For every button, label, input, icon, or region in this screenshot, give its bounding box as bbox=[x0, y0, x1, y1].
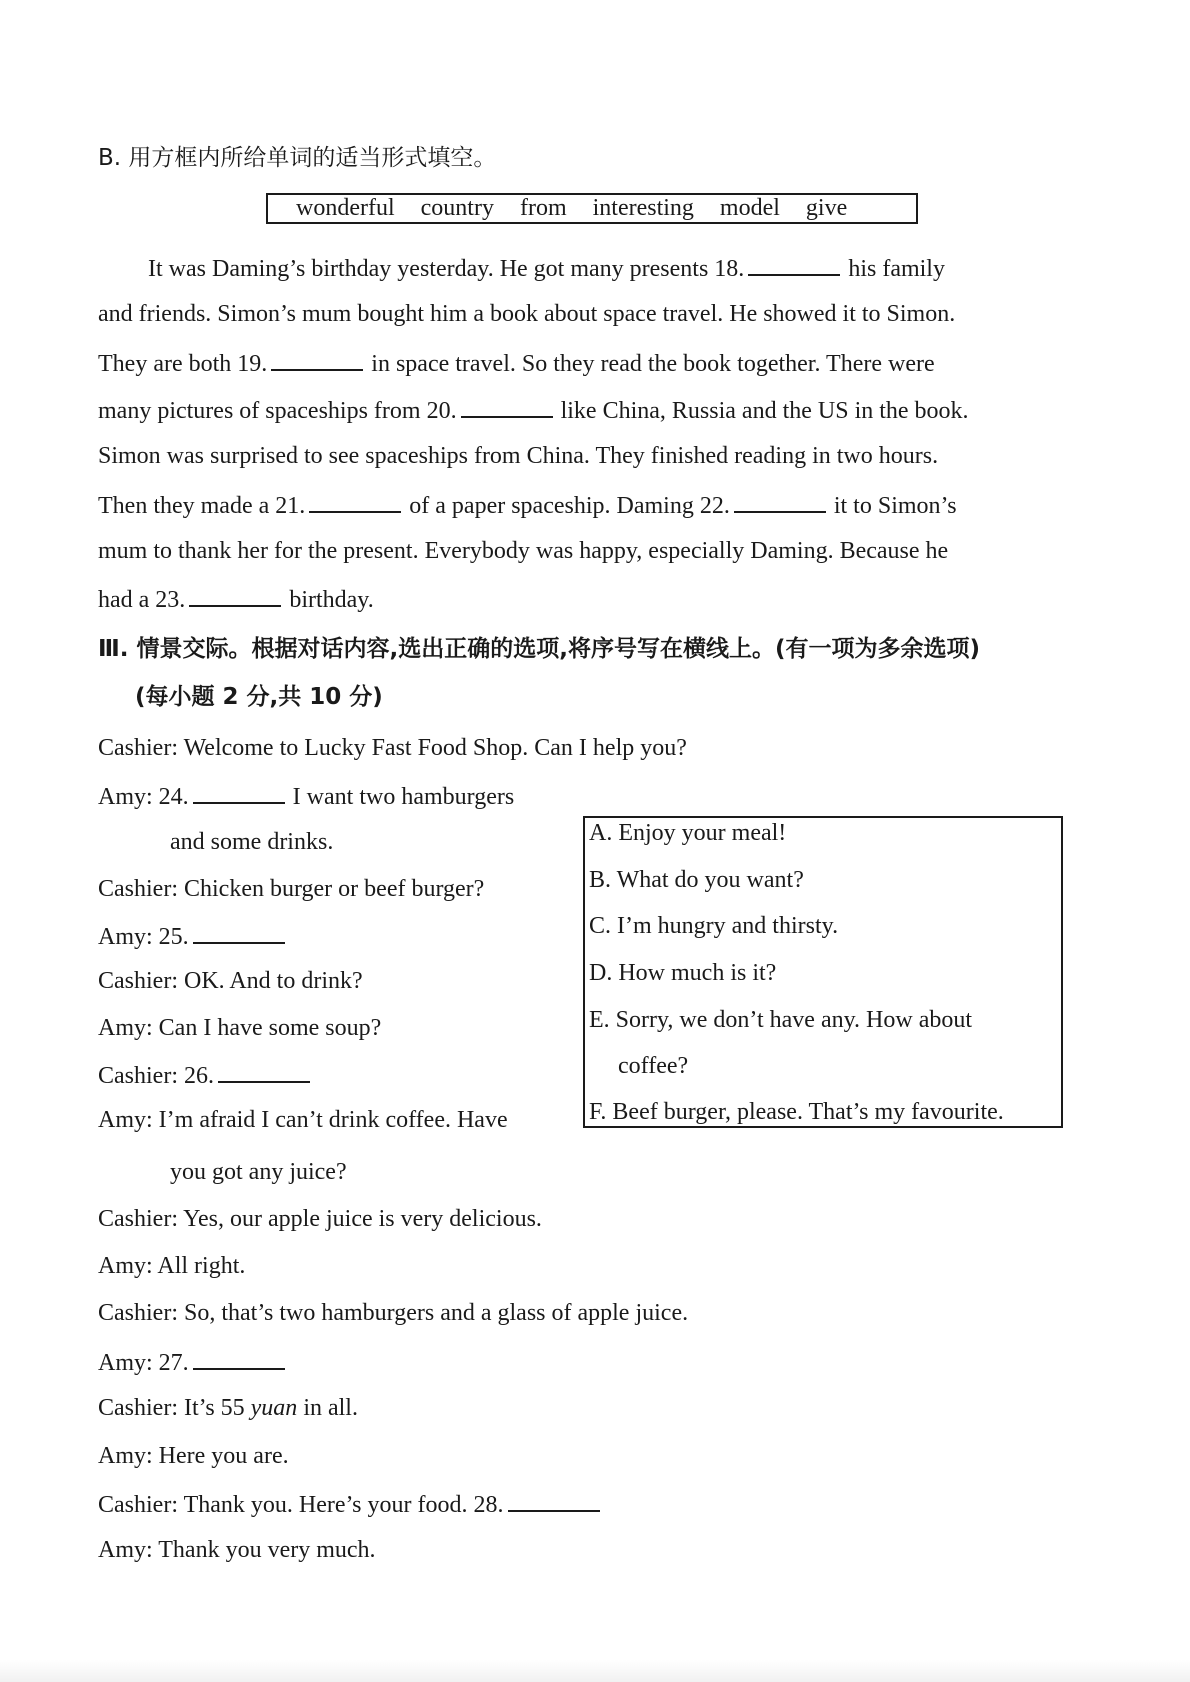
dialogue-text: OK. And to drink? bbox=[183, 968, 363, 994]
speaker-label: Cashier: bbox=[98, 968, 178, 994]
passage-line bbox=[98, 489, 957, 521]
dialogue-text: 24. bbox=[158, 784, 189, 810]
speaker-label: Amy: bbox=[98, 1537, 153, 1563]
dialogue-line bbox=[98, 1204, 542, 1234]
passage-line bbox=[148, 252, 945, 284]
passage-text: it to Simon’s bbox=[833, 493, 957, 519]
answer-blank-25[interactable] bbox=[193, 920, 285, 944]
dialogue-text: Thank you very much. bbox=[158, 1537, 376, 1563]
speaker-label: Cashier: bbox=[98, 876, 178, 902]
passage-line bbox=[98, 394, 969, 426]
word-bank-word: wonderful bbox=[296, 195, 395, 221]
answer-blank-20[interactable] bbox=[461, 394, 553, 418]
dialogue-text: Here you are. bbox=[158, 1443, 289, 1469]
dialogue-text: Chicken burger or beef burger? bbox=[183, 876, 485, 902]
dialogue-line bbox=[98, 733, 687, 763]
passage-text: birthday. bbox=[289, 587, 374, 613]
dialogue-text: Can I have some soup? bbox=[158, 1015, 382, 1041]
speaker-label: Cashier: bbox=[98, 1206, 178, 1232]
word-bank-word: model bbox=[719, 195, 780, 221]
dialogue-text: 25. bbox=[158, 924, 189, 950]
page-edge-shadow bbox=[0, 1660, 1190, 1682]
dialogue-text: in all. bbox=[303, 1395, 358, 1421]
option-d: D. How much is it? bbox=[589, 960, 777, 986]
speaker-label: Cashier: bbox=[98, 1063, 178, 1089]
option-f: F. Beef burger, please. That’s my favourite. bbox=[589, 1099, 1004, 1125]
answer-blank-22[interactable] bbox=[734, 489, 826, 513]
answer-blank-19[interactable] bbox=[271, 347, 363, 371]
dialogue-text: 26. bbox=[183, 1063, 214, 1089]
passage-text: his family bbox=[848, 256, 945, 282]
dialogue-line bbox=[98, 780, 514, 812]
section-iii-title: Ⅲ. 情景交际。根据对话内容,选出正确的选项,将序号写在横线上。(有一项为多余选项) bbox=[98, 636, 980, 662]
dialogue-line bbox=[98, 1346, 293, 1378]
section-b-title: B. 用方框内所给单词的适当形式填空。 bbox=[98, 145, 497, 171]
speaker-label: Amy: bbox=[98, 1350, 153, 1376]
dialogue-text: It’s 55 bbox=[183, 1395, 245, 1421]
word-bank-word: from bbox=[519, 195, 567, 221]
dialogue-line bbox=[98, 874, 484, 904]
passage-text: Then they made a 21. bbox=[98, 493, 306, 519]
passage-line: Simon was surprised to see spaceships from China. They finished reading in two hours. bbox=[98, 443, 939, 469]
dialogue-line bbox=[98, 966, 363, 996]
dialogue-text: Thank you. Here’s your food. 28. bbox=[183, 1492, 504, 1518]
word-bank-box bbox=[266, 193, 918, 224]
passage-line bbox=[98, 583, 374, 615]
answer-blank-21[interactable] bbox=[309, 489, 401, 513]
speaker-label: Cashier: bbox=[98, 735, 178, 761]
speaker-label: Amy: bbox=[98, 1107, 153, 1133]
dialogue-text: So, that’s two hamburgers and a glass of apple juice. bbox=[183, 1300, 689, 1326]
answer-blank-24[interactable] bbox=[193, 780, 285, 804]
answer-blank-23[interactable] bbox=[189, 583, 281, 607]
passage-text: many pictures of spaceships from 20. bbox=[98, 398, 457, 424]
word-bank-word: country bbox=[420, 195, 494, 221]
dialogue-text: I’m afraid I can’t drink coffee. Have bbox=[158, 1107, 508, 1133]
answer-blank-27[interactable] bbox=[193, 1346, 285, 1370]
dialogue-italic: yuan bbox=[250, 1395, 298, 1421]
dialogue-line bbox=[98, 1298, 688, 1328]
dialogue-text: All right. bbox=[157, 1253, 246, 1279]
answer-blank-26[interactable] bbox=[218, 1059, 310, 1083]
passage-line: mum to thank her for the present. Everybody was happy, especially Daming. Because he bbox=[98, 538, 949, 564]
word-bank-word: give bbox=[805, 195, 848, 221]
answer-blank-18[interactable] bbox=[748, 252, 840, 276]
dialogue-line bbox=[98, 1013, 381, 1043]
dialogue-line bbox=[98, 1393, 358, 1423]
dialogue-line bbox=[98, 1059, 318, 1091]
passage-text: They are both 19. bbox=[98, 351, 268, 377]
speaker-label: Amy: bbox=[98, 1443, 153, 1469]
dialogue-line bbox=[98, 1251, 245, 1281]
speaker-label: Amy: bbox=[98, 1015, 153, 1041]
word-bank-word: interesting bbox=[592, 195, 694, 221]
section-iii-subtitle: (每小题 2 分,共 10 分) bbox=[135, 684, 383, 710]
answer-blank-28[interactable] bbox=[508, 1488, 600, 1512]
passage-text: in space travel. So they read the book together. There were bbox=[371, 351, 935, 377]
passage-line: and friends. Simon’s mum bought him a book about space travel. He showed it to Simon. bbox=[98, 301, 956, 327]
options-box bbox=[583, 816, 1063, 1128]
dialogue-line bbox=[98, 1488, 608, 1520]
speaker-label: Amy: bbox=[98, 1253, 153, 1279]
dialogue-text: Yes, our apple juice is very delicious. bbox=[183, 1206, 542, 1232]
option-b: B. What do you want? bbox=[589, 867, 804, 893]
option-a: A. Enjoy your meal! bbox=[589, 820, 787, 846]
option-e-continued: coffee? bbox=[618, 1053, 689, 1079]
dialogue-line bbox=[98, 1535, 376, 1565]
passage-text: had a 23. bbox=[98, 587, 186, 613]
passage-text: of a paper spaceship. Daming 22. bbox=[409, 493, 730, 519]
dialogue-text: Welcome to Lucky Fast Food Shop. Can I help you? bbox=[183, 735, 687, 761]
dialogue-line bbox=[98, 1105, 508, 1135]
dialogue-line: and some drinks. bbox=[170, 829, 334, 855]
speaker-label: Amy: bbox=[98, 784, 153, 810]
passage-text: It was Daming’s birthday yesterday. He got many presents 18. bbox=[148, 256, 745, 282]
speaker-label: Cashier: bbox=[98, 1492, 178, 1518]
speaker-label: Cashier: bbox=[98, 1395, 178, 1421]
option-c: C. I’m hungry and thirsty. bbox=[589, 913, 839, 939]
speaker-label: Amy: bbox=[98, 924, 153, 950]
dialogue-text: I want two hamburgers bbox=[292, 784, 515, 810]
dialogue-line bbox=[98, 920, 293, 952]
passage-line bbox=[98, 347, 935, 379]
dialogue-text: 27. bbox=[158, 1350, 189, 1376]
option-e: E. Sorry, we don’t have any. How about bbox=[589, 1007, 973, 1033]
speaker-label: Cashier: bbox=[98, 1300, 178, 1326]
passage-text: like China, Russia and the US in the book. bbox=[560, 398, 969, 424]
dialogue-line bbox=[98, 1441, 289, 1471]
dialogue-line: you got any juice? bbox=[170, 1159, 347, 1185]
